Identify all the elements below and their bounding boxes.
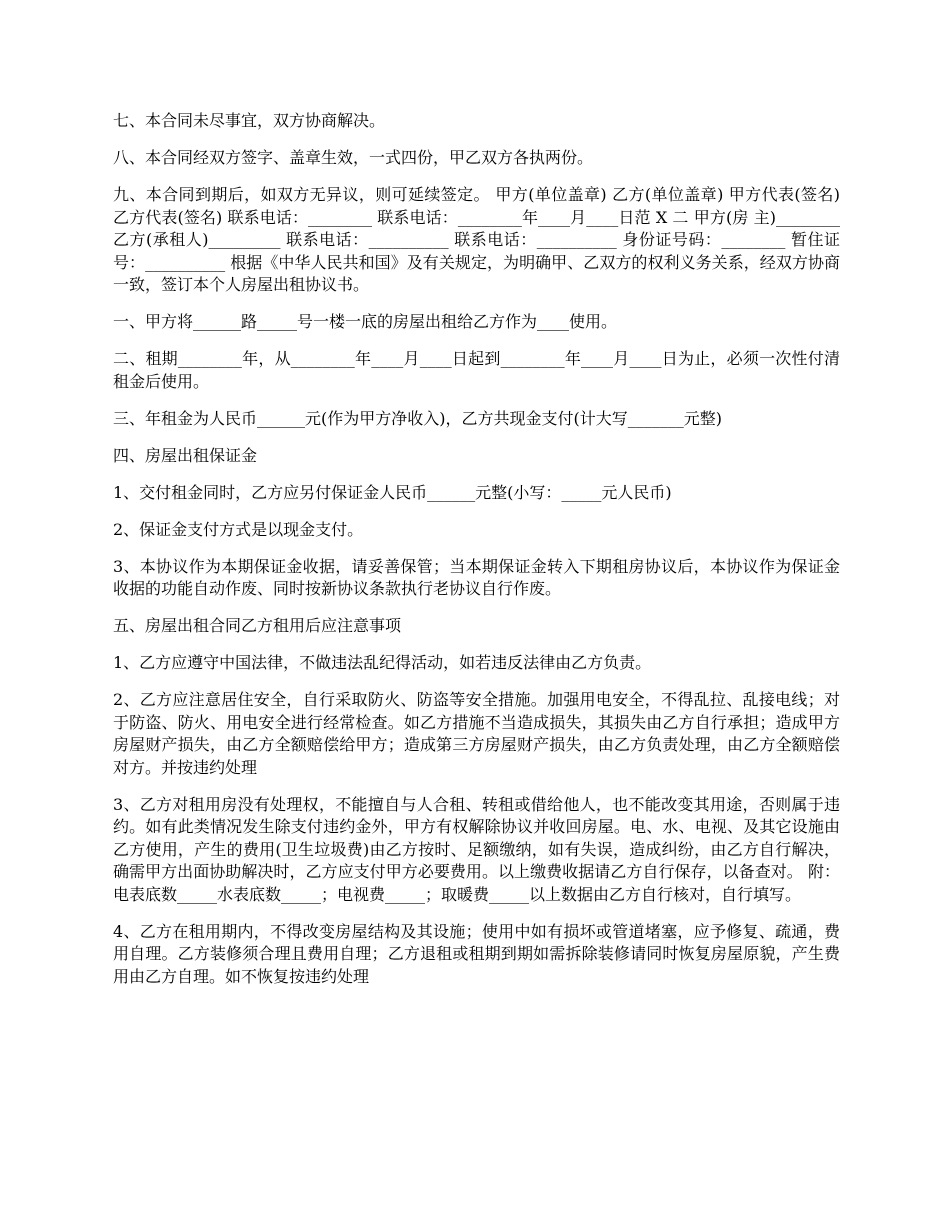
deposit-item-2: 2、保证金支付方式是以现金支付。 <box>113 519 364 539</box>
section-5-heading: 五、房屋出租合同乙方租用后应注意事项 <box>113 616 402 635</box>
notice-item-4: 4、乙方在租用期内，不得改变房屋结构及其设施；使用中如有损坏或管道堵塞，应予修复、疏通，费用自理。乙方装修须合理且费用自理；乙方退租或租期到期如需拆除装修请同时恢复房屋原貌，产生费用由乙方自理。如不恢复按违约处理 <box>113 921 840 986</box>
deposit-item-3: 3、本协议作为本期保证金收据，请妥善保管；当本期保证金转入下期租房协议后，本协议作为保证金收据的功能自动作废、同时按新协议条款执行老协议自行作废。 <box>113 556 840 598</box>
section-4-heading: 四、房屋出租保证金 <box>113 445 258 465</box>
clause-3-rent: 三、年租金为人民币______元(作为甲方净收入)，乙方共现金支付(计大写_______元整) <box>113 408 722 428</box>
notice-item-3: 3、乙方对租用房没有处理权，不能擅自与人合租、转租或借给他人，也不能改变其用途，否则属于违约。如有此类情况发生除支付违约金外，甲方有权解除协议并收回房屋。电、水、电视、及其它设施由乙方使用，产生的费用(卫生垃圾费)由乙方按时、足额缴纳，如有失误，造成纠纷，由乙方自行解决，确需甲方出面协助解决时，乙方应支付甲方必要费用。以上缴费收据请乙方自行保存，以备查对。 附：电表底数_____水表底数_____；电视费_____；取暖费_____以上数据由乙方自行核对，自行填写。 <box>113 794 840 904</box>
notice-item-2: 2、乙方应注意居住安全，自行采取防火、防盗等安全措施。加强用电安全，不得乱拉、乱接电线；对于防盗、防火、用电安全进行经常检查。如乙方措施不当造成损失，其损失由乙方自行承担；造成甲方房屋财产损失，由乙方全额赔偿给甲方；造成第三方房屋财产损失，由乙方负责处理，由乙方全额赔偿对方。并按违约处理 <box>113 690 840 777</box>
clause-1-premises: 一、甲方将______路_____号一楼一底的房屋出租给乙方作为____使用。 <box>113 312 618 331</box>
clause-2-term: 二、租期________年，从________年____月____日起到________年____月____日为止，必须一次性付清租金后使用。 <box>113 349 840 391</box>
clause-8: 八、本合同经双方签字、盖章生效，一式四份，甲乙双方各执两份。 <box>113 148 594 167</box>
deposit-item-1: 1、交付租金同时，乙方应另付保证金人民币______元整(小写：_____元人民币) <box>113 482 672 502</box>
clause-9: 九、本合同到期后，如双方无异议，则可延续签定。 甲方(单位盖章) 乙方(单位盖章) 甲方代表(签名) 乙方代表(签名) 联系电话：________ 联系电话：________年____月____日范 X 二 甲方(房 主)________ 乙方(承租人)_________ 联系电话：__________ 联系电话：__________ 身份证号码：________ 暂住证号：__________ 根据《中华人民共和国》及有关规定，为明确甲、乙双方的权利义务关系，经双方协商一致，签订本个人房屋出租协议书。 <box>113 185 840 294</box>
clause-7: 七、本合同未尽事宜，双方协商解决。 <box>113 111 386 130</box>
document-page <box>113 110 840 1003</box>
notice-item-1: 1、乙方应遵守中国法律，不做违法乱纪得活动，如若违反法律由乙方负责。 <box>113 653 652 672</box>
